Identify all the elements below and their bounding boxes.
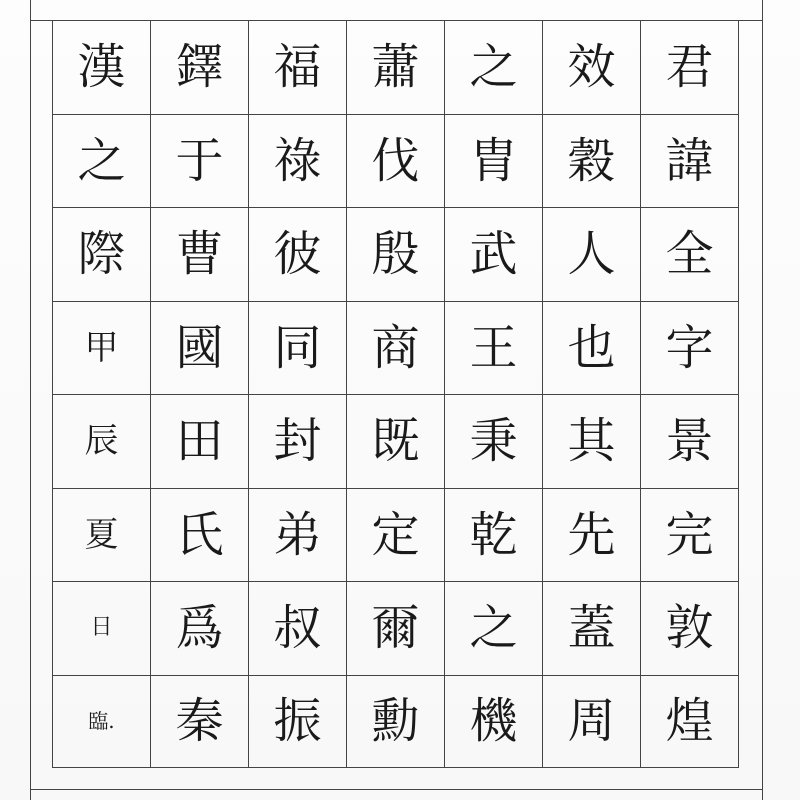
grid-cell: 國 [151, 301, 249, 395]
grid-cell: 之 [445, 581, 543, 675]
grid-cell: 田 [151, 394, 249, 488]
grid-cell: 之 [445, 20, 543, 114]
grid-cell: 氏 [151, 488, 249, 582]
grid-cell: 夏 [53, 488, 151, 582]
grid-cell: 機 [445, 675, 543, 769]
grid-cell: 定 [347, 488, 445, 582]
grid-cell: 爾 [347, 581, 445, 675]
grid-cell: 蓋 [543, 581, 641, 675]
grid-cell: 君 [641, 20, 739, 114]
grid-cell: 鐸 [151, 20, 249, 114]
grid-cell: 勳 [347, 675, 445, 769]
grid-cell: 祿 [249, 114, 347, 208]
grid-cell: 也 [543, 301, 641, 395]
grid-cell: 同 [249, 301, 347, 395]
character-grid [52, 20, 739, 768]
grid-cell: 漢 [53, 20, 151, 114]
grid-cell: 敦 [641, 581, 739, 675]
grid-cell: 叔 [249, 581, 347, 675]
frame-right-outer-line [762, 0, 763, 800]
grid-cell: 全 [641, 207, 739, 301]
grid-cell: 之 [53, 114, 151, 208]
grid-cell: 際 [53, 207, 151, 301]
grid-cell: 彼 [249, 207, 347, 301]
grid-cell: 王 [445, 301, 543, 395]
grid-cell: 煌 [641, 675, 739, 769]
grid-cell: 福 [249, 20, 347, 114]
grid-cell: 爲 [151, 581, 249, 675]
grid-cell: 曹 [151, 207, 249, 301]
grid-cell: 辰 [53, 394, 151, 488]
grid-cell: 弟 [249, 488, 347, 582]
grid-cell: 振 [249, 675, 347, 769]
grid-cell: 商 [347, 301, 445, 395]
grid-cell: 周 [543, 675, 641, 769]
grid-cell: 武 [445, 207, 543, 301]
grid-cell: 景 [641, 394, 739, 488]
grid-cell: 先 [543, 488, 641, 582]
grid-cell: 甲 [53, 301, 151, 395]
grid-cell: 伐 [347, 114, 445, 208]
grid-cell: 其 [543, 394, 641, 488]
grid-cell: 臨. [53, 675, 151, 769]
grid-cell: 秦 [151, 675, 249, 769]
grid-cell: 人 [543, 207, 641, 301]
grid-cell: 既 [347, 394, 445, 488]
grid-cell: 穀 [543, 114, 641, 208]
grid-cell: 效 [543, 20, 641, 114]
grid-cell: 完 [641, 488, 739, 582]
grid-cell: 封 [249, 394, 347, 488]
grid-cell: 胄 [445, 114, 543, 208]
frame-bottom-line [30, 789, 762, 790]
grid-cell: 殷 [347, 207, 445, 301]
grid-cell: 蕭 [347, 20, 445, 114]
grid-cell: 于 [151, 114, 249, 208]
frame-left-outer-line [30, 0, 31, 800]
grid-cell: 日 [53, 581, 151, 675]
grid-cell: 諱 [641, 114, 739, 208]
grid-cell: 秉 [445, 394, 543, 488]
grid-cell: 乾 [445, 488, 543, 582]
grid-cell: 字 [641, 301, 739, 395]
